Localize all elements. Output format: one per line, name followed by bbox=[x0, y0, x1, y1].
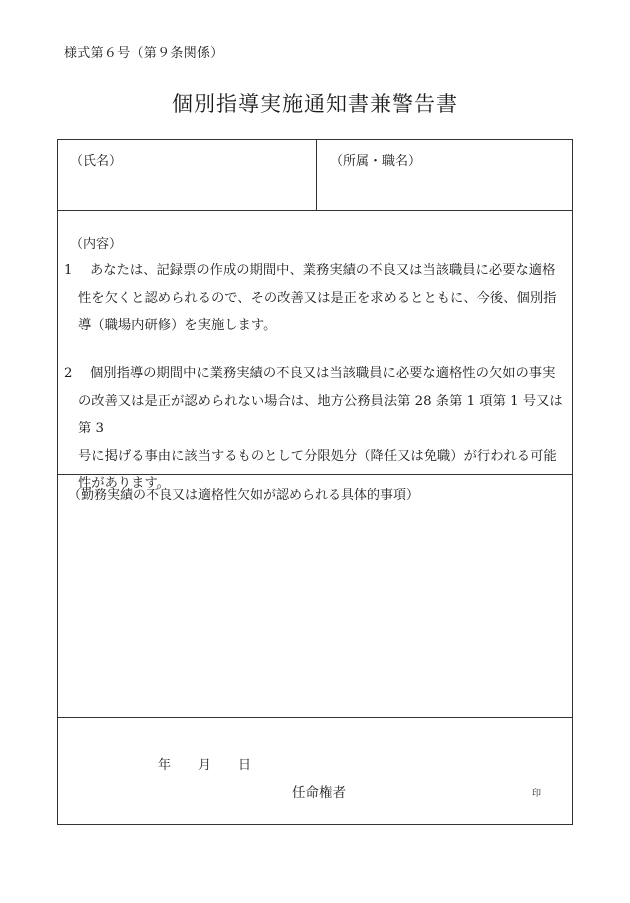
item-line: 導（職場内研修）を実施します。 bbox=[78, 318, 277, 333]
facts-field[interactable] bbox=[68, 510, 562, 710]
row-divider bbox=[58, 210, 572, 211]
item-number: 1 bbox=[64, 263, 73, 278]
item-number: 2 bbox=[64, 366, 73, 381]
form-table bbox=[57, 139, 573, 825]
name-field[interactable] bbox=[70, 174, 310, 204]
item-line: 号に掲げる事由に該当するものとして分限処分（降任又は免職）が行われる可能 bbox=[78, 448, 557, 464]
date-year-label: 年 bbox=[158, 758, 172, 773]
item-line: 性を欠くと認められるので、その改善又は是正を求めるとともに、今後、個別指 bbox=[78, 290, 557, 306]
affiliation-cell-label: （所属・職名） bbox=[330, 154, 422, 169]
facts-label: （勤務実績の不良又は適格性欠如が認められる具体的事項） bbox=[68, 488, 420, 503]
content-label: （内容） bbox=[70, 237, 123, 252]
document-title: 個別指導実施通知書兼警告書 bbox=[172, 92, 458, 116]
item-line: 性があります。 bbox=[78, 476, 171, 491]
seal-mark: 印 bbox=[532, 789, 542, 799]
item-line: の改善又は是正が認められない場合は、地方公務員法第 28 条第 1 項第 1 号又は第 3 bbox=[78, 393, 563, 436]
date-day-label: 日 bbox=[238, 758, 252, 773]
date-month-label: 月 bbox=[198, 758, 212, 773]
appointing-authority-label: 任命権者 bbox=[292, 785, 346, 801]
name-cell-label: （氏名） bbox=[70, 154, 123, 169]
item-line: あなたは、記録票の作成の期間中、業務実績の不良又は当該職員に必要な適格 bbox=[90, 263, 556, 278]
affiliation-field[interactable] bbox=[330, 174, 566, 204]
column-divider bbox=[316, 140, 317, 210]
row-divider bbox=[58, 717, 572, 718]
item-line: 個別指導の期間中に業務実績の不良又は当該職員に必要な適格性の欠如の事実 bbox=[90, 366, 556, 381]
content-item-2 bbox=[64, 360, 564, 498]
form-number-label: 様式第６号（第９条関係） bbox=[64, 46, 224, 61]
content-item-1 bbox=[64, 257, 564, 340]
